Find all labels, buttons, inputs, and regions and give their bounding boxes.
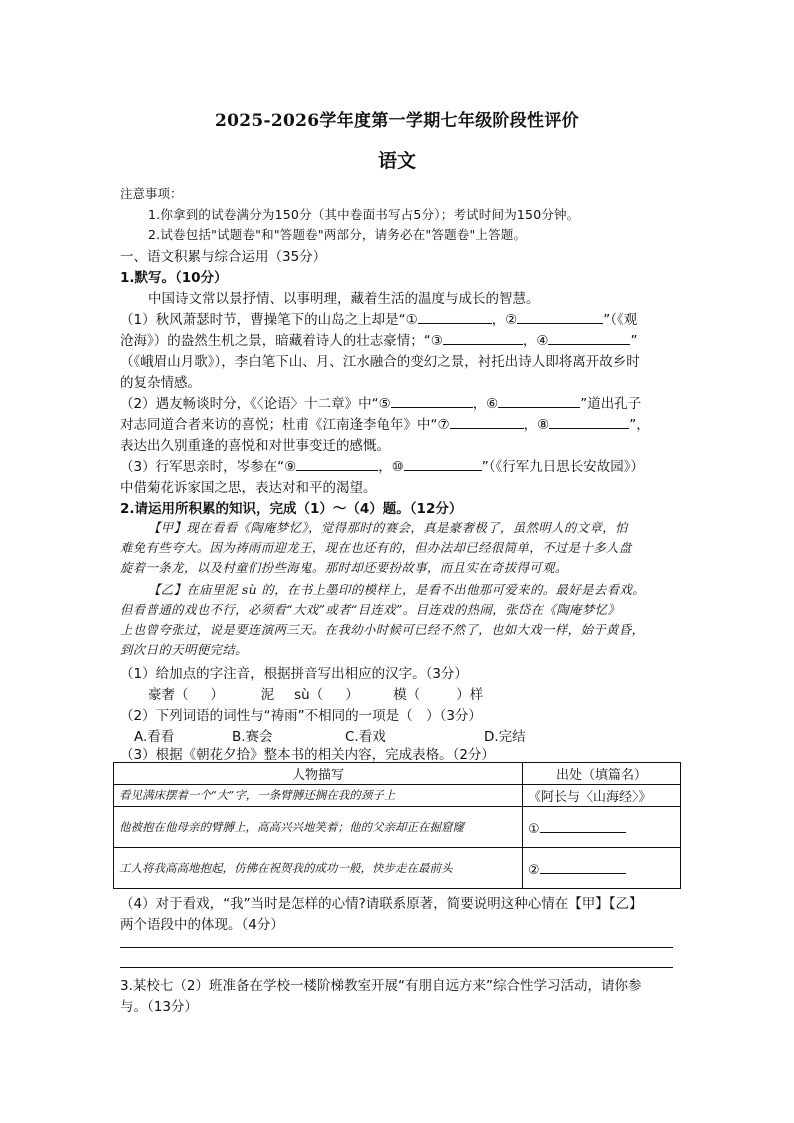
notes-heading: 注意事项： [120,186,183,201]
passage-yi-line2: 但看普通的戏也不行，必须看“大戏”或者“目连戏”。目连戏的热闹，张岱在《陶庵梦忆》 [120,602,621,617]
q1-part3-line1: （3）行军思亲时，岑参在“⑨ ，⑩ ”（《行军九日思长安故园》） [120,455,644,475]
answer-blank-2[interactable] [517,309,603,324]
answer-line-1[interactable] [120,947,673,948]
q1-intro: 中国诗文常以景抒情、以事明理，藏着生活的温度与成长的智慧。 [148,291,540,307]
q1-part3-line2: 中借菊花诉家国之思，表达对和平的渴望。 [120,480,377,496]
q1-part2-line3: 表达出久别重逢的喜悦和对世事变迁的感慨。 [120,438,390,454]
answer-blank-5[interactable] [391,393,473,408]
answer-blank-3[interactable] [443,330,523,345]
exam-title: 2025-2026学年度第一学期七年级阶段性评价 [215,111,579,131]
table-cell: 工人将我高高地抱起，仿佛在祝贺我的成功一般，快步走在最前头 [114,848,523,889]
q1-heading: 1.默写。（10分） [120,270,228,286]
answer-blank-9[interactable] [296,456,378,471]
table-row [114,785,681,807]
q1-part1-line4: 的复杂情感。 [120,375,201,391]
table-row [114,807,681,848]
notes-item-1: 1.你拿到的试卷满分为150分（其中卷面书写占5分）；考试时间为150分钟。 [148,207,580,222]
option-c[interactable]: C.看戏 [345,729,386,745]
q2-sub4-line2: 两个语段中的体现。（4分） [120,917,284,933]
passage-yi-line4: 到次日的天明便完结。 [120,642,248,657]
q1-part1-line3: （《峨眉山月歌》），李白笔下山、月、江水融合的变幻之景，衬托出诗人即将离开故乡时 [120,354,640,370]
passage-yi-line3: 上也曾夸张过，说是要连演两三天。在我幼小时候可已经不然了，也如大戏一样，始于黄昏， [120,622,645,637]
answer-blank-6[interactable] [498,393,580,408]
table-cell: 看见满床摆着一个“大”字，一条臂膊还搁在我的颈子上 [114,785,523,807]
q2-heading: 2.请运用所积累的知识，完成（1）～（4）题。（12分） [120,501,463,517]
q2-sub2: （2）下列词语的词性与“祷雨”不相同的一项是（ ）（3分） [120,708,482,724]
subject-title: 语文 [377,150,416,172]
q1-part1-line2: 沧海》）的盎然生机之景，暗藏着诗人的壮志豪情；“③ ，④ ” [120,329,637,349]
passage-jia-line1: 【甲】现在看看《陶庵梦忆》，觉得那时的赛会，真是豪奢极了，虽然明人的文章，怕 [148,520,628,535]
table-header: 人物描写 [114,763,523,785]
answer-blank-table-1[interactable] [540,818,626,833]
table-header: 出处（填篇名） [523,763,681,785]
answer-line-2[interactable] [120,967,673,968]
answer-blank-7[interactable] [450,414,524,429]
q2-sub1: （1）给加点的字注音，根据拼音写出相应的汉字。（3分） [120,666,468,682]
answer-blank-8[interactable] [549,414,629,429]
notes-item-2: 2.试卷包括"试题卷"和"答题卷"两部分，请务必在"答题卷"上答题。 [148,227,527,242]
q1-part2-line1: （2）遇友畅谈时分，《〈论语〉十二章》中“⑤ ，⑥ ”道出孔子 [120,392,641,412]
table-cell-answer[interactable]: ② [523,848,681,889]
q2-sub4-line1: （4）对于看戏，“我”当时是怎样的心情?请联系原著，简要说明这种心情在【甲】【乙】 [120,896,643,912]
character-table [113,762,681,889]
passage-jia-line3: 旋着一条龙，以及村童们扮些海鬼。那时却还要扮故事，而且实在奇拔得可观。 [120,560,568,575]
q1-part1-line1: （1）秋风萧瑟时节，曹操笔下的山岛之上却是“① ，② ”（《观 [120,308,637,328]
q2-sub1-words: 豪奢（ ） 泥 sù（ ） 模（ ）样 [148,687,484,703]
answer-blank-table-2[interactable] [540,859,626,874]
option-a[interactable]: A.看看 [134,729,175,745]
q1-part2-line2: 对志同道合者来访的喜悦；杜甫《江南逢李龟年》中“⑦ ，⑧ ”， [120,413,650,433]
passage-jia-line2: 难免有些夸大。因为祷雨而迎龙王，现在也还有的，但办法却已经很简单，不过是十多人盘 [120,540,632,555]
q2-sub3: （3）根据《朝花夕拾》整本书的相关内容，完成表格。（2分） [120,747,495,763]
table-row [114,848,681,889]
q3-line2: 与。（13分） [120,999,198,1015]
table-header-row [114,763,681,785]
table-cell: 他被抱在他母亲的臂膊上，高高兴兴地笑着；他的父亲却正在掘窟窿 [114,807,523,848]
table-cell: 《阿长与〈山海经〉》 [523,785,681,807]
q3-line1: 3.某校七（2）班准备在学校一楼阶梯教室开展“有朋自远方来”综合性学习活动，请你参 [120,978,642,994]
passage-yi-line1: 【乙】在庙里泥 sù 的，在书上墨印的模样上，是看不出他那可爱来的。最好是去看戏。 [148,582,646,597]
option-b[interactable]: B.赛会 [232,729,273,745]
section-heading: 一、语文积累与综合运用（35分） [120,249,327,265]
answer-blank-10[interactable] [404,456,482,471]
answer-blank-1[interactable] [418,309,492,324]
table-cell-answer[interactable]: ① [523,807,681,848]
option-d[interactable]: D.完结 [484,729,526,745]
answer-blank-4[interactable] [548,330,630,345]
